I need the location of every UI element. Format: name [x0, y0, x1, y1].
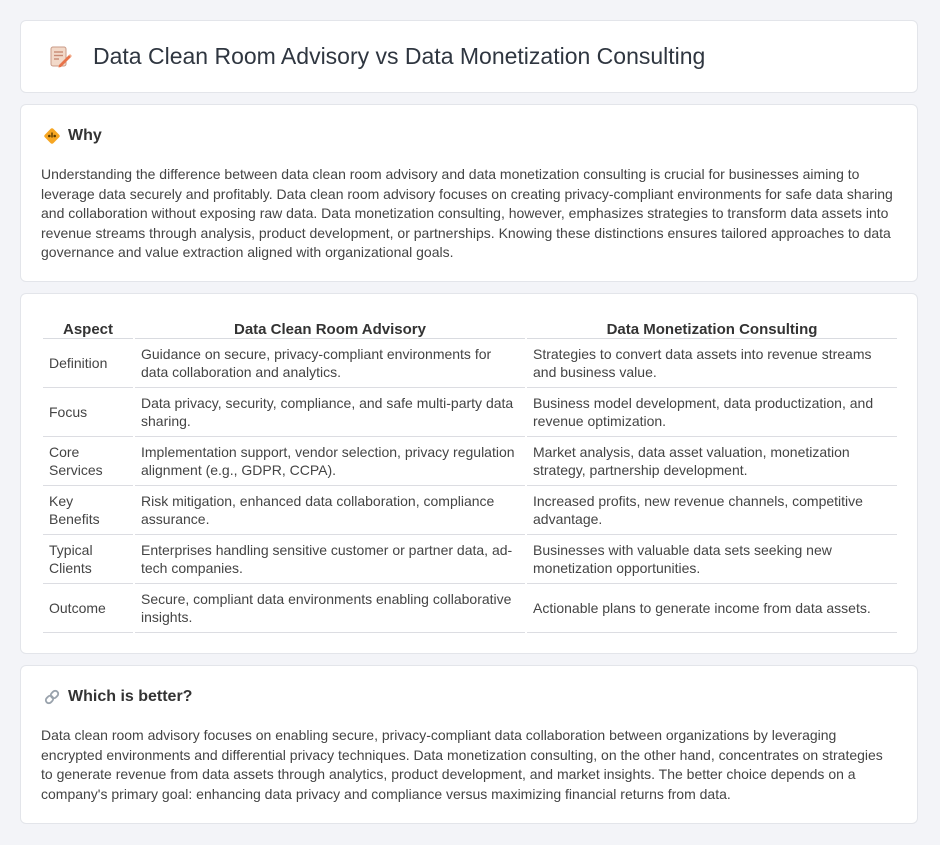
better-heading: Which is better? [68, 688, 193, 705]
link-icon [43, 688, 61, 706]
table-cell: Risk mitigation, enhanced data collaboration, compliance assurance. [135, 486, 525, 535]
table-row [43, 584, 897, 633]
header-clean-room: Data Clean Room Advisory [135, 314, 525, 339]
document-edit-icon [47, 44, 73, 70]
table-cell: Actionable plans to generate income from data assets. [527, 584, 897, 633]
comparison-table-card [20, 293, 918, 654]
table-cell: Strategies to convert data assets into revenue streams and business value. [527, 339, 897, 388]
table-cell: Guidance on secure, privacy-compliant environments for data collaboration and analytics. [135, 339, 525, 388]
table-row [43, 437, 897, 486]
table-cell-aspect: Core Services [43, 437, 133, 486]
table-cell-aspect: Focus [43, 388, 133, 437]
why-heading: Why [68, 127, 102, 144]
table-cell: Implementation support, vendor selection, privacy regulation alignment (e.g., GDPR, CCPA). [135, 437, 525, 486]
table-cell-aspect: Outcome [43, 584, 133, 633]
why-section [20, 104, 918, 282]
table-cell: Increased profits, new revenue channels, competitive advantage. [527, 486, 897, 535]
table-header-row [43, 314, 897, 339]
table-row [43, 388, 897, 437]
table-cell-aspect: Typical Clients [43, 535, 133, 584]
table-row [43, 486, 897, 535]
table-cell-aspect: Key Benefits [43, 486, 133, 535]
table-cell: Data privacy, security, compliance, and safe multi-party data sharing. [135, 388, 525, 437]
table-cell: Businesses with valuable data sets seeking new monetization opportunities. [527, 535, 897, 584]
why-text: Understanding the difference between data clean room advisory and data monetization consulting is crucial for businesses aiming to leverage data securely and profitably. Data clean room advisory focuses on creating privacy-compliant environments for safe data sharing and collaboration without exposing raw data. Data monetization consulting, however, emphasizes strategies to transform data assets into revenue streams through analysis, product development, or partnerships. Knowing these distinctions ensures tailored approaches to data governance and value extraction aligned with organizational goals. [41, 166, 893, 260]
table-row [43, 535, 897, 584]
header-monetization: Data Monetization Consulting [527, 314, 897, 339]
table-cell: Enterprises handling sensitive customer or partner data, ad-tech companies. [135, 535, 525, 584]
table-row [43, 339, 897, 388]
better-text: Data clean room advisory focuses on enabling secure, privacy-compliant data collaboration between organizations by leveraging encrypted environments and differential privacy techniques. Data monetization consulting, on the other hand, concentrates on strategies to generate revenue from data assets through analytics, product development, and market insights. The better choice depends on a company's primary goal: enhancing data privacy and compliance versus maximizing financial returns from data. [41, 727, 883, 802]
header-aspect: Aspect [43, 314, 133, 339]
table-cell: Secure, compliant data environments enabling collaborative insights. [135, 584, 525, 633]
title-card [20, 20, 918, 93]
table-cell: Business model development, data productization, and revenue optimization. [527, 388, 897, 437]
which-is-better-section [20, 665, 918, 824]
comparison-table [41, 314, 899, 633]
table-cell: Market analysis, data asset valuation, monetization strategy, partnership development. [527, 437, 897, 486]
diamond-warning-icon [43, 127, 61, 145]
table-cell-aspect: Definition [43, 339, 133, 388]
page-title: Data Clean Room Advisory vs Data Monetization Consulting [93, 43, 706, 69]
